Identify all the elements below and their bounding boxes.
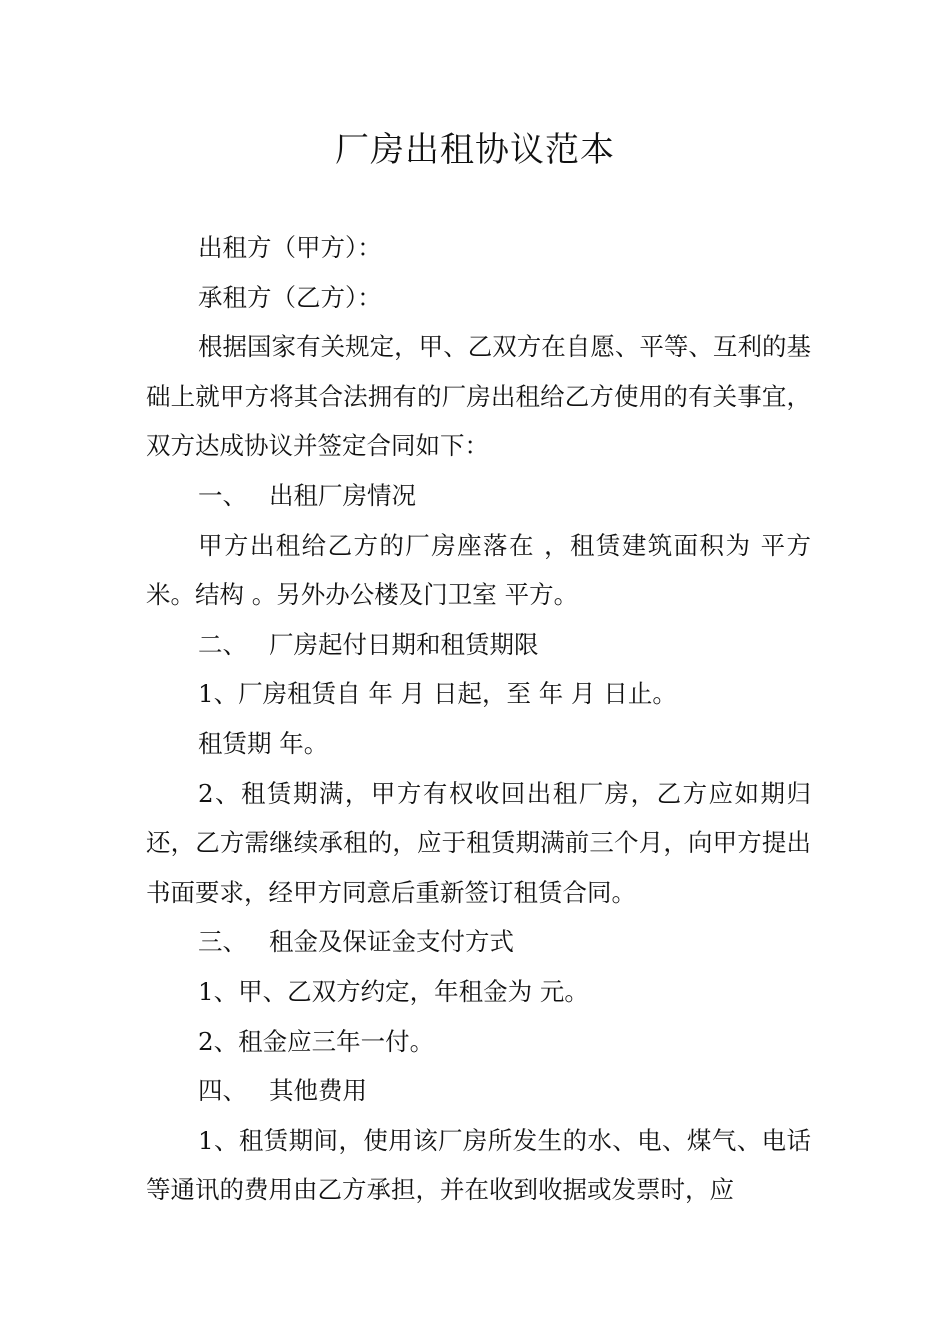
- section-heading-3: [146, 917, 811, 967]
- section-title: 厂房起付日期和租赁期限: [269, 629, 539, 659]
- party-a-line: 出租方（甲方）：: [198, 233, 382, 262]
- section-heading-4: [146, 1066, 811, 1116]
- section-title: 租金及保证金支付方式: [269, 927, 514, 957]
- section-heading-1: [146, 471, 811, 521]
- section-number: 三、: [198, 927, 247, 957]
- section-heading-2: [146, 620, 811, 670]
- section-number: 二、: [198, 629, 247, 659]
- section-2-item-2: 2、租赁期满，甲方有权收回出租厂房，乙方应如期归还，乙方需继续承租的，应于租赁期满前三个月，向甲方提出书面要求，经甲方同意后重新签订租赁合同。: [146, 778, 811, 907]
- section-3-item-2: 2、租金应三年一付。: [198, 1026, 435, 1056]
- section-2-item-1: 1、厂房租赁自 年 月 日起，至 年 月 日止。: [198, 679, 677, 709]
- party-b-line: 承租方（乙方）：: [198, 282, 382, 312]
- document-title: 厂房出租协议范本: [335, 130, 615, 170]
- section-number: 一、: [198, 480, 247, 510]
- section-3-item-1: 1、甲、乙双方约定，年租金为 元。: [198, 976, 589, 1006]
- document-body: [146, 223, 811, 1215]
- section-2-lease-term: 租赁期 年。: [198, 728, 329, 758]
- section-4-item-1: 1、租赁期间，使用该厂房所发生的水、电、煤气、电话等通讯的费用由乙方承担，并在收到收据或发票时，应: [146, 1125, 811, 1205]
- section-number: 四、: [198, 1076, 247, 1106]
- section-title: 出租厂房情况: [269, 480, 416, 510]
- section-title: 其他费用: [269, 1076, 367, 1106]
- section-1-paragraph: 甲方出租给乙方的厂房座落在 ，租赁建筑面积为 平方米。结构 。另外办公楼及门卫室 平方。: [146, 530, 811, 610]
- preamble-paragraph: 根据国家有关规定，甲、乙双方在自愿、平等、互利的基础上就甲方将其合法拥有的厂房出租给乙方使用的有关事宜，双方达成协议并签定合同如下：: [146, 332, 811, 461]
